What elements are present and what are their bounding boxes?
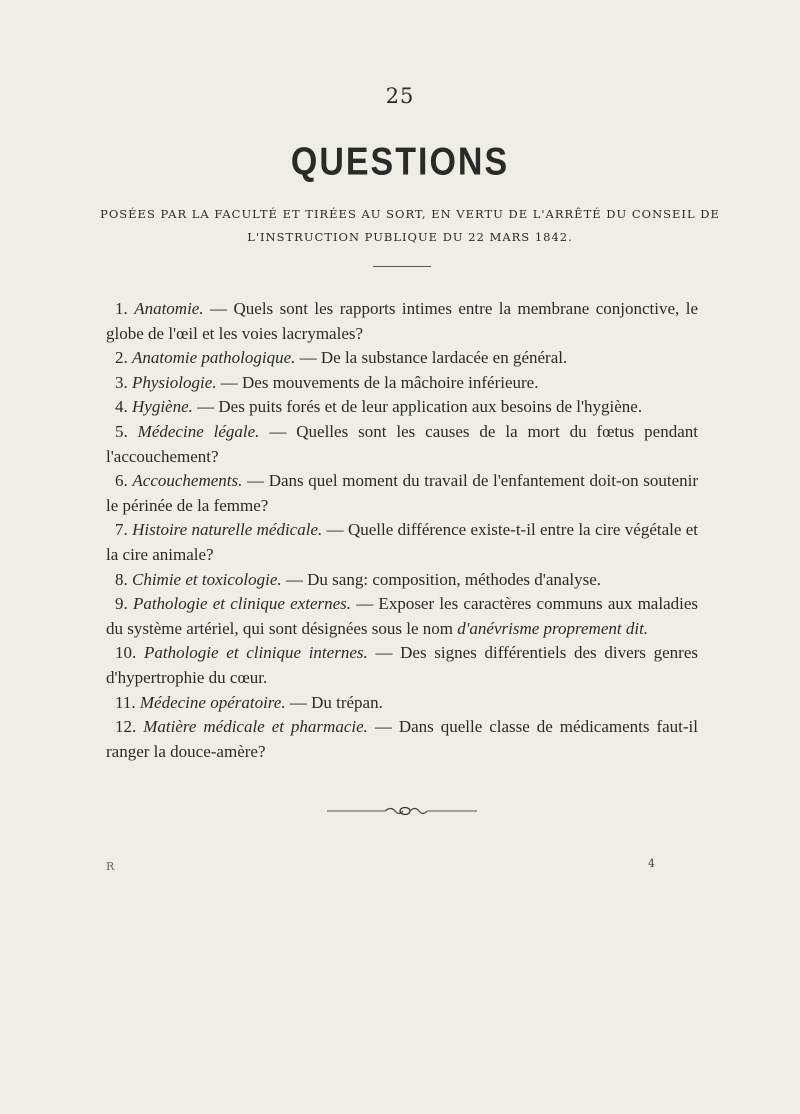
question-text: — Quelles sont les causes de la mort du fœtus pendant l'accouchement? [106,421,698,466]
question-item [106,371,698,396]
question-item [106,592,698,641]
question-number: 5. [115,421,128,441]
question-number: 11. [115,692,136,712]
question-number: 9. [115,594,128,614]
question-item [106,395,698,420]
question-list [106,297,698,764]
question-subject: Chimie et toxicologie. [132,569,282,589]
separator-rule [373,266,431,267]
question-emphasis: d'anévrisme proprement dit. [457,618,649,638]
question-text: — Quels sont les rapports intimes entre la membrane conjonctive, le globe de l'œil et les voies lacrymales? [106,299,698,343]
question-item [106,641,698,690]
question-item [106,568,698,593]
question-text: — Du trépan. [285,692,383,712]
question-text: — Des signes différentiels des divers genres d'hypertrophie du cœur. [106,643,698,687]
question-item [106,518,698,567]
subtitle-line-2: L'INSTRUCTION PUBLIQUE DU 22 MARS 1842. [247,230,573,244]
question-number: 4. [115,397,128,417]
question-subject: Médecine légale. [137,421,260,441]
question-text: — Du sang: composition, méthodes d'analyse. [281,569,602,589]
fleuron-ornament [327,805,477,817]
question-subject: Physiologie. [132,372,217,392]
question-number: 12. [115,717,137,737]
question-subject: Pathologie et clinique externes. [132,594,352,614]
question-number: 10. [115,643,137,663]
question-text: — Des puits forés et de leur application aux besoins de l'hygiène. [192,397,643,417]
question-item [106,346,698,371]
signature-mark-right: 4 [648,857,655,870]
question-number: 6. [115,471,128,491]
question-item [106,691,698,716]
question-item [106,715,698,764]
question-number: 3. [115,372,128,392]
question-text: — De la substance lardacée en général. [295,348,568,368]
question-item [106,420,698,469]
question-subject: Hygiène. [132,397,193,417]
question-text: — Des mouvements de la mâchoire inférieure. [216,372,539,392]
question-item [106,469,698,518]
question-number: 2. [115,348,128,368]
question-subject: Anatomie pathologique. [132,348,296,368]
question-number: 7. [115,520,128,540]
question-number: 8. [115,569,128,589]
page-number: 25 [385,84,415,108]
question-number: 1. [115,299,128,318]
question-subject: Matière médicale et pharmacie. [143,717,368,737]
question-text: — Quelle différence existe-t-il entre la cire végétale et la cire animale? [106,520,699,564]
question-item [106,297,698,346]
question-text: — Dans quel moment du travail de l'enfantement doit-on soutenir le périnée de la femme? [106,471,699,515]
question-subject: Pathologie et clinique internes. [143,643,368,663]
question-text: — Dans quelle classe de médicaments faut-il ranger la douce-amère? [106,717,698,761]
question-subject: Anatomie. [134,299,204,318]
question-subject: Médecine opératoire. [139,692,286,712]
page-title: QUESTIONS [290,140,510,184]
subtitle-line-1: POSÉES PAR LA FACULTÉ ET TIRÉES AU SORT, EN VERTU DE L'ARRÊTÉ DU CONSEIL DE [100,207,720,221]
question-subject: Accouchements. [132,471,243,491]
question-text: — Exposer les caractères communs aux maladies du système artériel, qui sont désignées sous le nom [106,594,698,638]
question-subject: Histoire naturelle médicale. [132,520,323,540]
signature-mark-left: R [106,860,115,873]
